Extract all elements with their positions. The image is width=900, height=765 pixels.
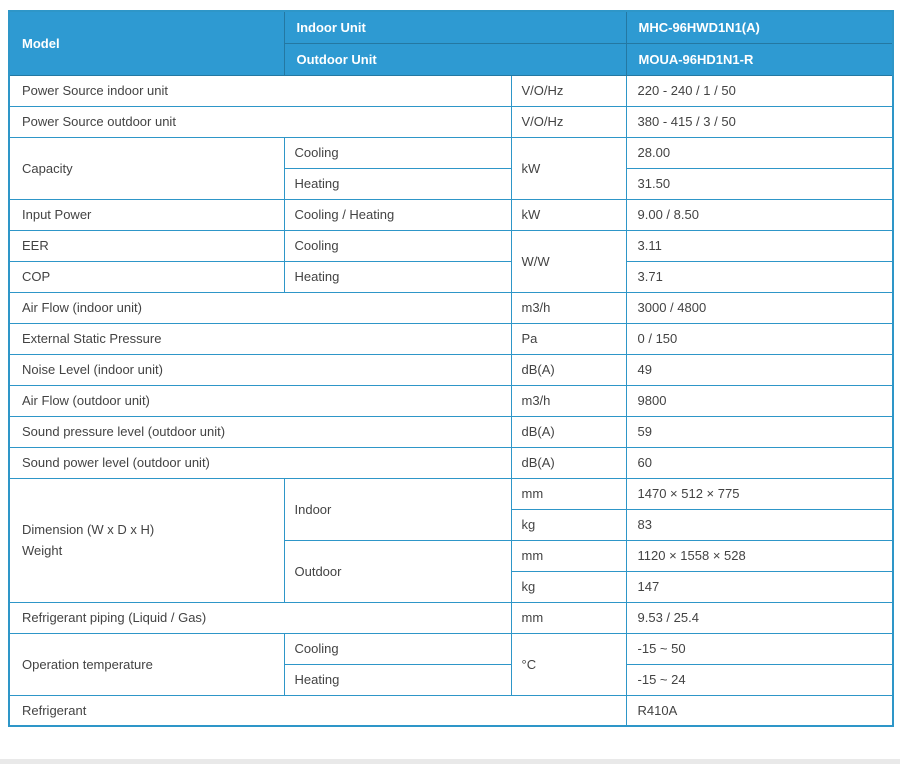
outdoor-model-cell: MOUA-96HD1N1-R bbox=[626, 43, 893, 75]
outdoor-unit-header-cell: Outdoor Unit bbox=[284, 43, 626, 75]
dimension-outdoor-kg-value: 147 bbox=[626, 571, 893, 602]
row-power-source-outdoor bbox=[9, 106, 893, 137]
capacity-label: Capacity bbox=[9, 137, 284, 199]
input-power-sub-label: Cooling / Heating bbox=[284, 199, 511, 230]
operation-temp-heating-value: -15 ~ 24 bbox=[626, 664, 893, 695]
capacity-cooling-label: Cooling bbox=[284, 137, 511, 168]
row-sound-pressure-outdoor bbox=[9, 416, 893, 447]
indoor-unit-header-cell: Indoor Unit bbox=[284, 11, 626, 43]
spec-table bbox=[8, 10, 894, 727]
power-source-outdoor-value: 380 - 415 / 3 / 50 bbox=[626, 106, 893, 137]
cop-sub-label: Heating bbox=[284, 261, 511, 292]
input-power-unit: kW bbox=[511, 199, 626, 230]
row-input-power bbox=[9, 199, 893, 230]
row-air-flow-indoor bbox=[9, 292, 893, 323]
air-flow-outdoor-label: Air Flow (outdoor unit) bbox=[9, 385, 511, 416]
row-operation-temp-cooling bbox=[9, 633, 893, 664]
row-power-source-indoor bbox=[9, 75, 893, 106]
power-source-indoor-value: 220 - 240 / 1 / 50 bbox=[626, 75, 893, 106]
row-cop bbox=[9, 261, 893, 292]
refrigerant-label: Refrigerant bbox=[9, 695, 626, 726]
row-sound-power-outdoor bbox=[9, 447, 893, 478]
operation-temp-heating-label: Heating bbox=[284, 664, 511, 695]
noise-level-indoor-label: Noise Level (indoor unit) bbox=[9, 354, 511, 385]
cop-label: COP bbox=[9, 261, 284, 292]
dimension-outdoor-mm-value: 1120 × 1558 × 528 bbox=[626, 540, 893, 571]
noise-level-indoor-value: 49 bbox=[626, 354, 893, 385]
input-power-value: 9.00 / 8.50 bbox=[626, 199, 893, 230]
row-capacity-cooling bbox=[9, 137, 893, 168]
sound-power-outdoor-unit: dB(A) bbox=[511, 447, 626, 478]
power-source-indoor-label: Power Source indoor unit bbox=[9, 75, 511, 106]
sound-pressure-outdoor-value: 59 bbox=[626, 416, 893, 447]
external-static-pressure-unit: Pa bbox=[511, 323, 626, 354]
capacity-heating-label: Heating bbox=[284, 168, 511, 199]
external-static-pressure-label: External Static Pressure bbox=[9, 323, 511, 354]
dimension-indoor-label: Indoor bbox=[284, 478, 511, 540]
row-external-static-pressure bbox=[9, 323, 893, 354]
air-flow-outdoor-unit: m3/h bbox=[511, 385, 626, 416]
header-row-indoor bbox=[9, 11, 893, 43]
operation-temperature-label: Operation temperature bbox=[9, 633, 284, 695]
eer-value: 3.11 bbox=[626, 230, 893, 261]
row-eer bbox=[9, 230, 893, 261]
air-flow-indoor-value: 3000 / 4800 bbox=[626, 292, 893, 323]
capacity-unit: kW bbox=[511, 137, 626, 199]
refrigerant-value: R410A bbox=[626, 695, 893, 726]
weight-label-line: Weight bbox=[22, 543, 63, 558]
eer-sub-label: Cooling bbox=[284, 230, 511, 261]
dimension-indoor-mm-value: 1470 × 512 × 775 bbox=[626, 478, 893, 509]
refrigerant-piping-label: Refrigerant piping (Liquid / Gas) bbox=[9, 602, 511, 633]
capacity-cooling-value: 28.00 bbox=[626, 137, 893, 168]
sound-pressure-outdoor-label: Sound pressure level (outdoor unit) bbox=[9, 416, 511, 447]
noise-level-indoor-unit: dB(A) bbox=[511, 354, 626, 385]
power-source-outdoor-label: Power Source outdoor unit bbox=[9, 106, 511, 137]
row-refrigerant-piping bbox=[9, 602, 893, 633]
row-air-flow-outdoor bbox=[9, 385, 893, 416]
refrigerant-piping-unit: mm bbox=[511, 602, 626, 633]
air-flow-outdoor-value: 9800 bbox=[626, 385, 893, 416]
dimension-outdoor-kg-unit: kg bbox=[511, 571, 626, 602]
sound-power-outdoor-value: 60 bbox=[626, 447, 893, 478]
row-noise-level-indoor bbox=[9, 354, 893, 385]
refrigerant-piping-value: 9.53 / 25.4 bbox=[626, 602, 893, 633]
sound-power-outdoor-label: Sound power level (outdoor unit) bbox=[9, 447, 511, 478]
dimension-indoor-kg-unit: kg bbox=[511, 509, 626, 540]
sound-pressure-outdoor-unit: dB(A) bbox=[511, 416, 626, 447]
operation-temp-cooling-label: Cooling bbox=[284, 633, 511, 664]
cop-value: 3.71 bbox=[626, 261, 893, 292]
eer-label: EER bbox=[9, 230, 284, 261]
operation-temp-cooling-value: -15 ~ 50 bbox=[626, 633, 893, 664]
dimension-weight-label bbox=[9, 478, 284, 602]
dimension-indoor-mm-unit: mm bbox=[511, 478, 626, 509]
dimension-label-line: Dimension (W x D x H) bbox=[22, 522, 155, 537]
dimension-outdoor-mm-unit: mm bbox=[511, 540, 626, 571]
power-source-outdoor-unit: V/O/Hz bbox=[511, 106, 626, 137]
operation-temperature-unit: °C bbox=[511, 633, 626, 695]
row-dimension-indoor-mm bbox=[9, 478, 893, 509]
power-source-indoor-unit: V/O/Hz bbox=[511, 75, 626, 106]
air-flow-indoor-label: Air Flow (indoor unit) bbox=[9, 292, 511, 323]
row-refrigerant bbox=[9, 695, 893, 726]
page-bottom-divider bbox=[0, 759, 900, 764]
eer-cop-unit: W/W bbox=[511, 230, 626, 292]
model-header-cell: Model bbox=[9, 11, 284, 75]
external-static-pressure-value: 0 / 150 bbox=[626, 323, 893, 354]
indoor-model-cell: MHC-96HWD1N1(A) bbox=[626, 11, 893, 43]
capacity-heating-value: 31.50 bbox=[626, 168, 893, 199]
air-flow-indoor-unit: m3/h bbox=[511, 292, 626, 323]
input-power-label: Input Power bbox=[9, 199, 284, 230]
dimension-indoor-kg-value: 83 bbox=[626, 509, 893, 540]
dimension-outdoor-label: Outdoor bbox=[284, 540, 511, 602]
